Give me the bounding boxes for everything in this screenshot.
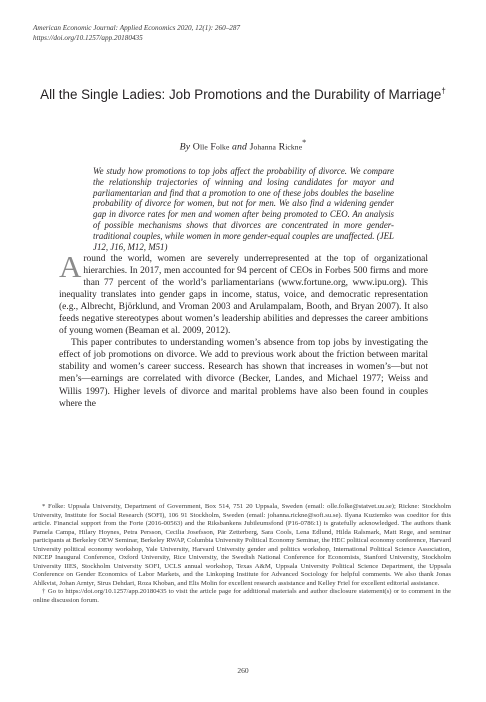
- author2-rest: ohanna: [253, 142, 277, 152]
- author-line: [40, 138, 446, 152]
- author2-last-rest: ickne: [285, 142, 303, 152]
- author2-last-initial: R: [278, 141, 286, 153]
- paragraph-1: [59, 249, 428, 337]
- author1-last-rest: olke: [215, 142, 230, 152]
- author1-initial: O: [192, 141, 200, 153]
- doi-link[interactable]: https://doi.org/10.1257/app.20180435: [33, 33, 143, 42]
- footnotes: [33, 503, 451, 606]
- body-text: [59, 249, 428, 410]
- title-text: All the Single Ladies: Job Promotions and the Durability of Marriage: [40, 87, 442, 102]
- author-by: By: [179, 141, 191, 153]
- abstract-jel: (JEL J12, J16, M12, M51): [93, 230, 394, 252]
- author1-rest: lle: [199, 142, 208, 152]
- footnote-affiliations: * Folke: Uppsala University, Department of Government, Box 514, 751 20 Uppsala, Sweden (email: olle.folke@statvet.uu.se); Rickne: Stockholm University, Institute for Social Research (SOFI), 106 91 Stockholm, Sweden (email: johanna.rickne@sofi.su.se). Ilyana Kuziemko was coeditor for this article. Financial support from the Forte (2016-00563) and the Riksbankens Jubileumsfond (P16-0786:1) is gratefully acknowledged. The authors thank Pamela Campa, Hilary Hoynes, Petra Persson, Cecilia Josefsson, Pär Zetterberg, Sara Cools, Lena Edlund, Hilda Ralsmark, Matt Rege, and seminar participants at Berkeley OEW Seminar, Berkeley RWAP, Columbia University Political Economy Seminar, the HEC political economy conference, Harvard University political economy workshop, Yale University, Harvard University gender and politics workshop, International Political Science Association, NICEP Inaugural Conference, Oxford University, Rice University, the Swedish National Conference for Economists, Stanford University, Stockholm University IIES, Stockholm University SOFI, UCLS annual workshop, Texas A&M, Uppsala University Political Science Department, the Uppsala Conference on Gender Economics of Labor Markets, and the Linkoping Institute for Advanced Sociology for helpful comments. We also thank Jonas Ahlkvist, Johan Arntyr, Sirus Dehdari, Roza Khoban, and Elis Molin for excellent research assistance and Kelley Friel for excellent editorial assistance.: [33, 503, 451, 587]
- drop-cap: A: [59, 249, 82, 284]
- paragraph-2: This paper contributes to understanding women’s absence from top jobs by investigating the effect of job promotions on divorce. We add to previous work about the friction between marital stability and women’s career success. Research has shown that increases in women’s—but not men’s—earnings are correlated with divorce (Becker, Landes, and Michael 1977; Weiss and Willis 1997). Higher levels of divorce and marital problems have also been found in couples where the: [59, 338, 428, 409]
- paper-title: [40, 86, 446, 103]
- page-number: 260: [237, 666, 249, 675]
- author-and: and: [232, 141, 247, 153]
- title-footnote-mark[interactable]: †: [441, 86, 446, 96]
- author1-last-initial: F: [210, 141, 216, 153]
- journal-header: [33, 24, 333, 43]
- footnote-article-link: † Go to https://doi.org/10.1257/app.20180435 to visit the article page for additional materials and author disclosure statement(s) or to comment in the online discussion forum.: [33, 588, 451, 605]
- abstract: [93, 166, 394, 252]
- journal-citation: American Economic Journal: Applied Economics 2020, 12(1): 260–287: [33, 24, 241, 32]
- author-footnote-mark[interactable]: *: [302, 138, 307, 147]
- author2-initial: J: [249, 141, 254, 153]
- abstract-text: We study how promotions to top jobs affect the probability of divorce. We compare the relationship trajectories of winning and losing candidates for mayor and parliamentarian and find that a promotion to one of these jobs doubles the baseline probability of divorce for women, but not for men. We also find a widening gender gap in divorce rates for men and women after being promoted to CEO. An analysis of possible mechanisms shows that divorces are concentrated in more gender-traditional couples, while women in more gender-equal couples are unaffected.: [93, 166, 394, 241]
- paragraph-1-text: round the world, women are severely underrepresented at the top of organizational hierarchies. In 2017, men accounted for 94 percent of CEOs in Forbes 500 firms and more than 77 percent of the world’s parliamentarians (www.fortune.org, www.ipu.org). This inequality translates into gender gaps in income, status, voice, and democratic representation (e.g., Albrecht, Björklund, and Vroman 2003 and Arulampalam, Booth, and Bryan 2007). It also feeds negative stereotypes about women’s leadership abilities and depresses the career ambitions of young women (Beaman et al. 2009, 2012).: [59, 254, 428, 337]
